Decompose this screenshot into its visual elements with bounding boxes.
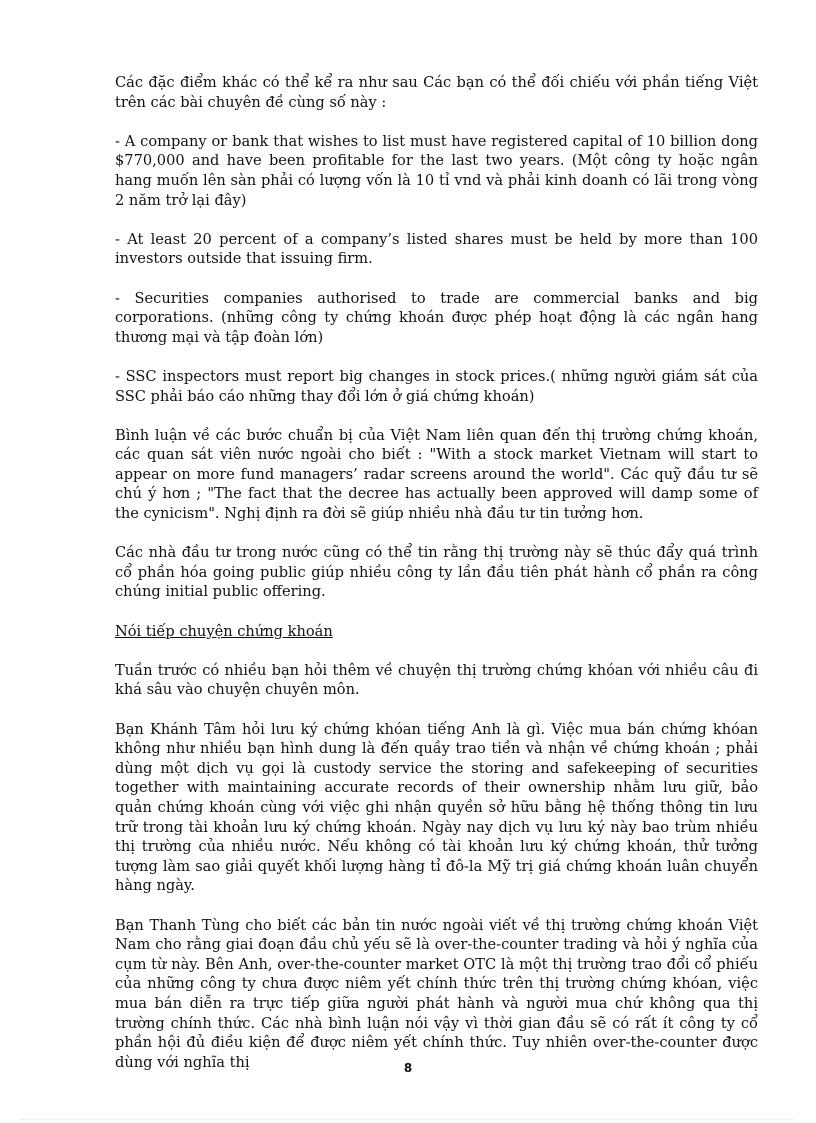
listing-requirement-securities-companies: - Securities companies authorised to trade are commercial banks and big corporations. (những công ty chứng khoán được phép hoạt động là các ngân hang thương mại và tập đoàn lớn) — [115, 289, 758, 346]
otc-market-paragraph: Bạn Thanh Tùng cho biết các bản tin nước ngoài viết về thị trường chứng khoán Việt Nam cho rằng giai đoạn đầu chủ yếu sẽ là over-the-counter trading và hỏi ý nghĩa của cụm từ này. Bên Anh, over-the-counter market OTC là một thị trường trao đổi cổ phiếu của những công ty chưa được niêm yết chính thức trên thị trường chứng khóan, việc mua bán diễn ra trực tiếp giữa người phát hành và người mua chứ không qua thị trường chính thức. Các nhà bình luận nói vậy vì thời gian đầu sẽ có rất ít công ty cổ phần hội đủ điều kiện để được niêm yết chính thức. Tuy nhiên over-the-counter được dùng với nghĩa thị — [115, 916, 758, 1071]
custody-service-paragraph: Bạn Khánh Tâm hỏi lưu ký chứng khóan tiếng Anh là gì. Việc mua bán chứng khóan không như nhiều bạn hình dung là đến quầy trao tiền và nhận về chứng khoán ; phải dùng một dịch vụ gọi là custody service the storing and safekeeping of securities together with maintaining accurate records of their ownership nhằm lưu giữ, bảo quản chứng khoán cùng với việc ghi nhận quyền sở hữu bằng hệ thống thông tin lưu trữ trong tài khoản lưu ký chứng khoán. Ngày nay dịch vụ lưu ký này bao trùm nhiều thị trường của nhiều nước. Nếu không có tài khoản lưu ký chứng khoán, thử tưởng tượng làm sao giải quyết khối lượng hàng tỉ đô-la Mỹ trị giá chứng khoán luân chuyển hàng ngày. — [115, 720, 758, 895]
page-body — [115, 73, 758, 1092]
listing-requirement-capital: - A company or bank that wishes to list must have registered capital of 10 billion dong $770,000 and have been profitable for the last two years. (Một công ty hoặc ngân hang muốn lên sàn phải có lượng vốn là 10 tỉ vnd và phải kinh doanh có lãi trong vòng 2 năm trở lại đây) — [115, 132, 758, 209]
listing-requirement-ssc-inspectors: - SSC inspectors must report big changes in stock prices.( những người giám sát của SSC phải báo cáo những thay đổi lớn ở giá chứng khoán) — [115, 367, 758, 405]
page-number: 8 — [403, 1061, 413, 1075]
page-bottom-divider — [20, 1119, 796, 1120]
domestic-investors-paragraph: Các nhà đầu tư trong nước cũng có thể tin rằng thị trường này sẽ thúc đẩy quá trình cổ phần hóa going public giúp nhiều công ty lần đầu tiên phát hành cổ phần ra công chúng initial public offering. — [115, 544, 758, 601]
listing-requirement-shareholders: - At least 20 percent of a company’s listed shares must be held by more than 100 investors outside that issuing firm. — [115, 230, 758, 268]
section-intro-paragraph: Tuần trước có nhiều bạn hỏi thêm về chuyện thị trường chứng khóan với nhiều câu đi khá sâu vào chuyện chuyên môn. — [115, 661, 758, 699]
observers-comment-paragraph: Bình luận về các bước chuẩn bị của Việt Nam liên quan đến thị trường chứng khoán, các quan sát viên nước ngoài cho biết : "With a stock market Vietnam will start to appear on more fund managers’ radar screens around the world". Các quỹ đầu tư sẽ chú ý hơn ; "The fact that the decree has actually been approved will damp some of the cynicism". Nghị định ra đời sẽ giúp nhiều nhà đầu tư tin tưởng hơn. — [115, 426, 758, 523]
section-heading: Nói tiếp chuyện chứng khoán — [115, 622, 333, 640]
intro-paragraph: Các đặc điểm khác có thể kể ra như sau Các bạn có thể đối chiếu với phần tiếng Việt trên các bài chuyên đề cùng số này : — [115, 74, 758, 111]
